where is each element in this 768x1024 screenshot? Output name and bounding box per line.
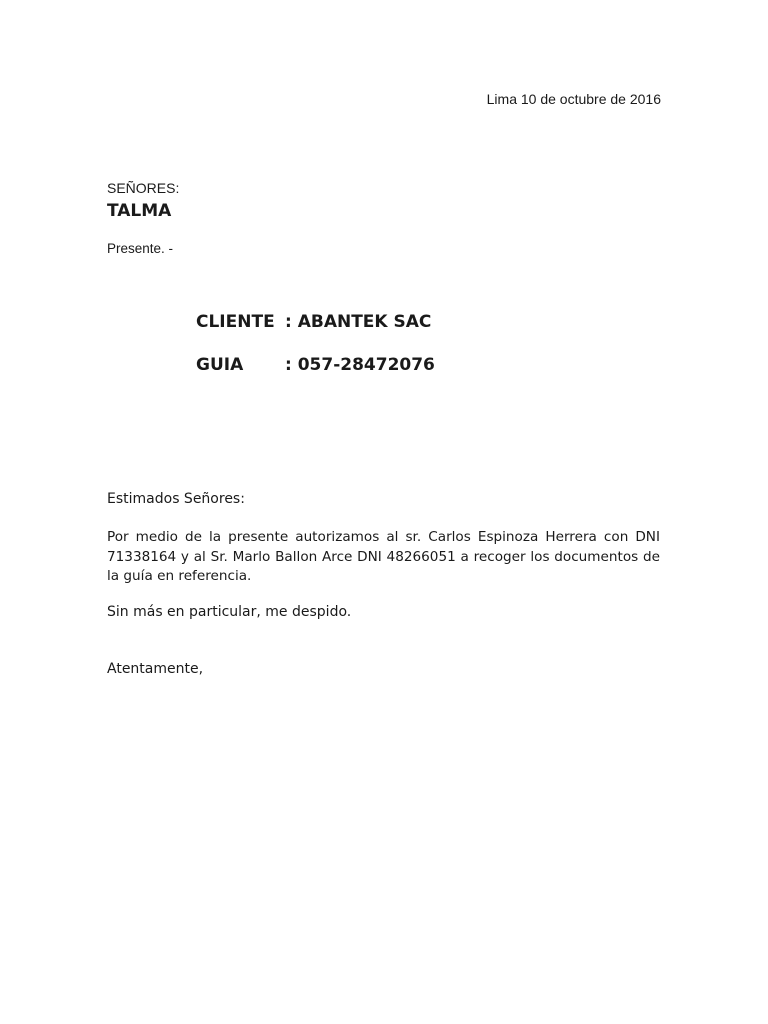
reference-value-guide: : 057-28472076 [285,355,435,375]
salutation: Estimados Señores: [107,491,245,507]
letter-date: Lima 10 de octubre de 2016 [486,91,661,107]
presente-line: Presente. - [107,241,174,256]
reference-row-guide [196,355,435,375]
reference-label-client: CLIENTE [196,312,275,332]
signoff: Atentamente, [107,661,204,677]
recipient-name: TALMA [107,201,172,221]
reference-row-client [196,312,431,332]
closing-line: Sin más en particular, me despido. [107,604,352,620]
recipient-label: SEÑORES: [107,180,180,196]
reference-label-guide: GUIA [196,355,244,375]
body-paragraph: Por medio de la presente autorizamos al sr. Carlos Espinoza Herrera con DNI 71338164 y al Sr. Marlo Ballon Arce DNI 48266051 a recoger los documentos de la guía en referencia. [107,529,660,584]
reference-value-client: : ABANTEK SAC [285,312,432,332]
